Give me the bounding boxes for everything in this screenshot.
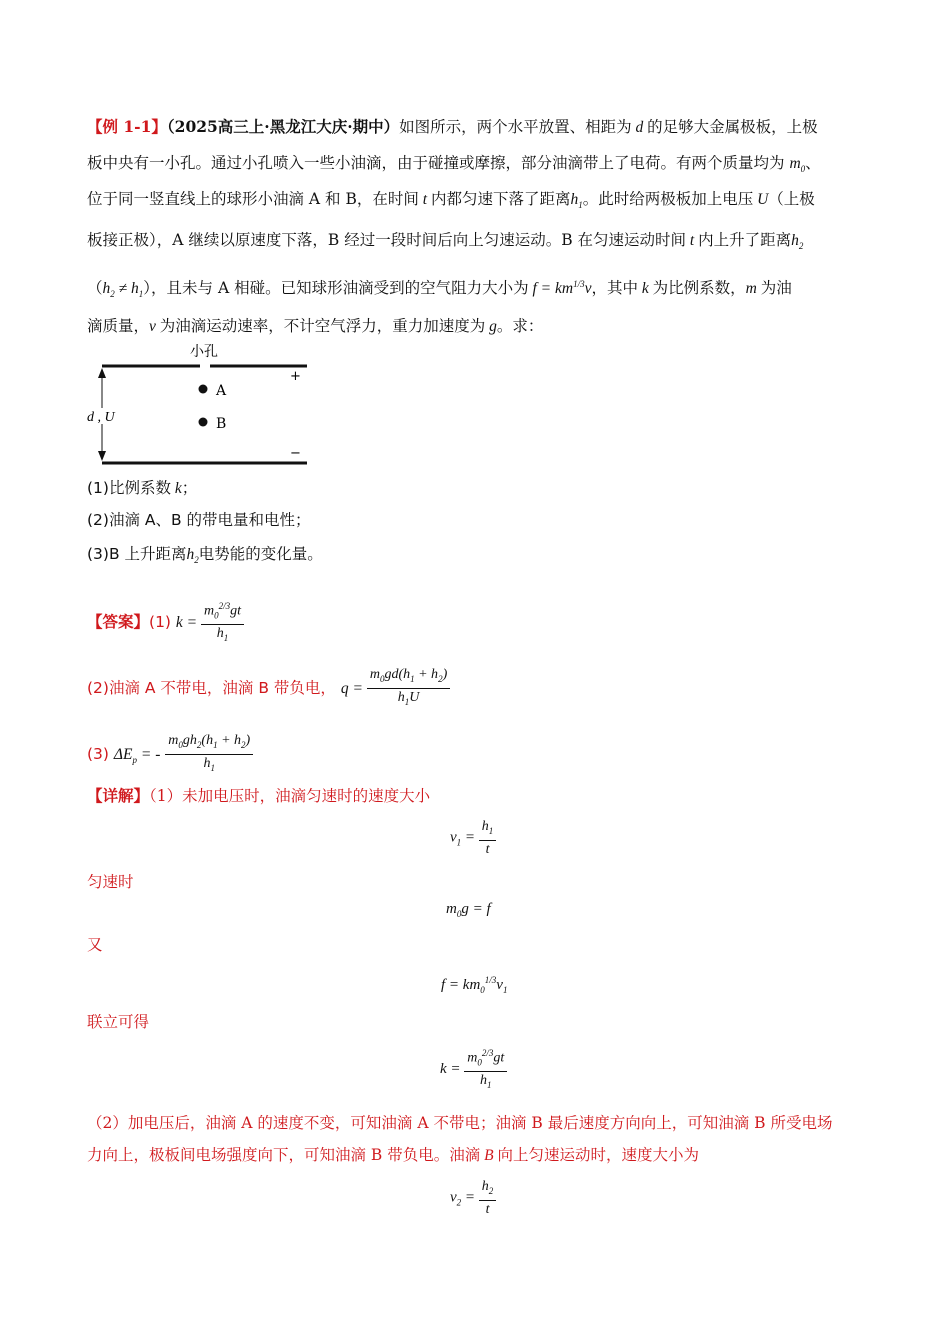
- text: 板接正极），A 继续以原速度下落，B 经过一段时间后向上匀速运动。B 在匀速运动时间: [87, 231, 687, 249]
- question-3: (3)B 上升距离$h_2$电势能的变化量。: [87, 545, 323, 566]
- text: 滴质量，: [87, 317, 150, 335]
- eq-drag: $f = km_0^{1/3}v_1$: [441, 975, 508, 995]
- solution-line-2: 匀速时: [87, 873, 134, 891]
- solution-line-4: 联立可得: [87, 1013, 150, 1031]
- text: 电势能的变化量。: [198, 545, 323, 563]
- text: （1）未加电压时，油滴匀速时的速度大小: [149, 787, 431, 805]
- text: 的足够大金属极板，上极: [647, 118, 818, 136]
- problem-line-3: 位于同一竖直线上的球形小油滴 A 和 B，在时间 t 内都匀速下落了距离$h_1$。此时给两极板加上电压 U（上极: [87, 190, 815, 211]
- drop-a: [199, 385, 208, 394]
- text: (3): [87, 744, 109, 763]
- text: （上极: [768, 190, 815, 208]
- arrow-down-head: [98, 451, 106, 461]
- eq-balance: $m_0g = f$: [446, 901, 491, 919]
- eq-v2: $v_2$ = $\frac{h_2}{t}$: [450, 1178, 496, 1218]
- drop-b-label: B: [216, 416, 227, 432]
- problem-line-5: $(h_2 \ne h_1)$，且未与 A 相碰。已知球形油滴受到的空气阻力大小为 $f = km^{1/3}v$，其中 k 为比例系数，m 为油: [87, 279, 792, 300]
- problem-line-1: 【例 1-1】（2025高三上·黑龙江大庆·期中）如图所示，两个水平放置、相距为 d 的足够大金属极板，上极: [87, 117, 818, 136]
- text: 如图所示，两个水平放置、相距为: [399, 118, 632, 136]
- minus-sign: −: [290, 446, 301, 461]
- text: ；: [181, 479, 198, 497]
- drop-b: [199, 418, 208, 427]
- solution-tag: 【详解】: [87, 786, 150, 805]
- gap-label: d , U: [87, 410, 115, 425]
- answer-tag: 【答案】: [87, 613, 150, 632]
- plus-sign: +: [290, 369, 301, 384]
- text: 位于同一竖直线上的球形小油滴 A 和 B，在时间: [87, 190, 419, 208]
- text: (3)B 上升距离: [87, 545, 187, 563]
- question-2: (2)油滴 A、B 的带电量和电性；: [87, 511, 311, 529]
- text: ，其中: [591, 279, 638, 298]
- text: 内都匀速下落了距离: [430, 190, 571, 208]
- problem-line-6: 滴质量，v 为油滴运动速率，不计空气浮力，重力加速度为 g。求：: [87, 317, 544, 335]
- text: 为油滴运动速率，不计空气浮力，重力加速度为: [159, 317, 486, 335]
- answer-1: 【答案】(1) k = $\frac{m_0^{2/3}gt}{h_1}$: [87, 598, 244, 647]
- source-label: （2025高三上·黑龙江大庆·期中）: [166, 117, 400, 136]
- solution-line-6: 力向上，极板间电场强度向下，可知油滴 B 带负电。油滴 B 向上匀速运动时，速度大小为: [87, 1146, 699, 1164]
- eq-v1: $v_1$ = $\frac{h_1}{t}$: [450, 818, 496, 858]
- text: (1): [149, 613, 171, 632]
- text: 为油: [760, 279, 792, 298]
- text: ，且未与 A 相碰。已知球形油滴受到的空气阻力大小为: [151, 279, 529, 298]
- text: 为比例系数，: [652, 279, 746, 298]
- text: 。此时给两极板加上电压: [582, 190, 754, 208]
- eq-k: k = $\frac{m_0^{2/3}gt}{h_1}$: [440, 1045, 507, 1094]
- drop-a-label: A: [216, 383, 227, 399]
- solution-line-3: 又: [87, 936, 103, 954]
- text: (1)比例系数: [87, 479, 171, 497]
- answer-2: (2)油滴 A 不带电，油滴 B 带负电， q = $\frac{m_0gd(h_1 + h_2)}{h_1U}$: [87, 666, 450, 711]
- text: 板中央有一小孔。通过小孔喷入一些小油滴，由于碰撞或摩擦，部分油滴带上了电荷。有两个质量均为: [87, 154, 785, 172]
- text: 。求：: [496, 317, 544, 335]
- solution-line-1: [87, 786, 430, 806]
- text: 力向上，极板间电场强度向下，可知油滴 B 带负电。油滴: [87, 1146, 481, 1164]
- example-tag: 【例 1-1】: [87, 117, 167, 136]
- question-1: (1)比例系数 k；: [87, 479, 198, 497]
- hole-label: 小孔: [190, 344, 218, 360]
- text: 向上匀速运动时，速度大小为: [497, 1146, 699, 1164]
- problem-line-2: 板中央有一小孔。通过小孔喷入一些小油滴，由于碰撞或摩擦，部分油滴带上了电荷。有两个质量均为 $m_0$、: [87, 154, 821, 175]
- answer-3: (3) $\Delta E_p$ = - $\frac{m_0gh_2(h_1 + h_2)}{h_1}$: [87, 732, 253, 777]
- text: 内上升了距离: [698, 231, 792, 249]
- text: (2)油滴 A 不带电，油滴 B 带负电，: [87, 678, 336, 697]
- solution-line-5: （2）加电压后，油滴 A 的速度不变，可知油滴 A 不带电；油滴 B 最后速度方向向上，可知油滴 B 所受电场: [87, 1114, 833, 1132]
- arrow-up-head: [98, 368, 106, 378]
- capacitor-figure: [85, 340, 315, 470]
- problem-line-4: 板接正极），A 继续以原速度下落，B 经过一段时间后向上匀速运动。B 在匀速运动时间 t 内上升了距离$h_2$: [87, 231, 804, 252]
